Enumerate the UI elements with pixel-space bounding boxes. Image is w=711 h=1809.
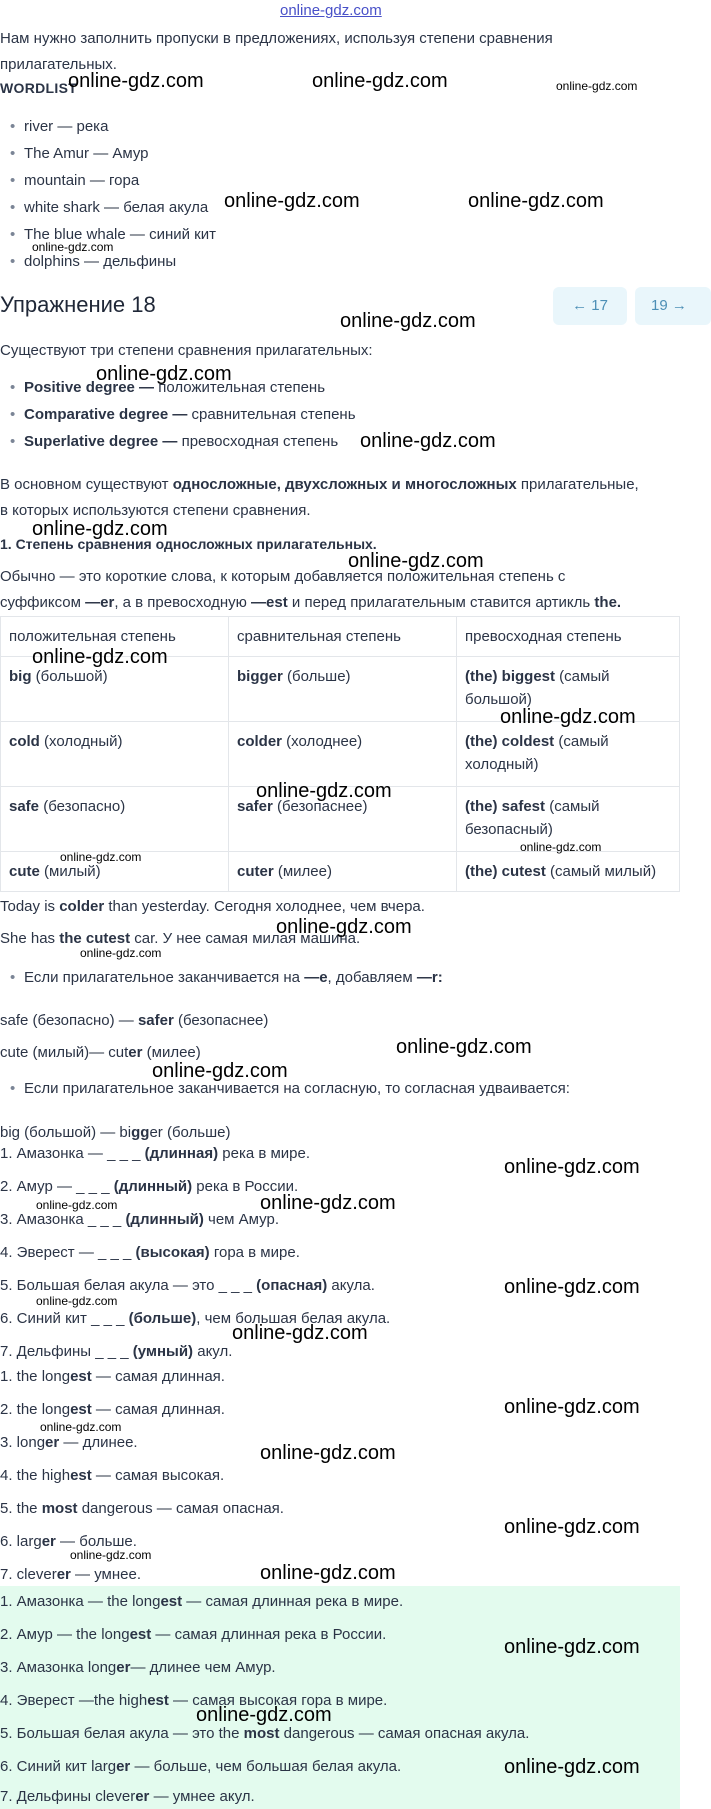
solution-line: 1. the longest — самая длинная. [0,1368,225,1385]
next-exercise-button[interactable]: 19 → [635,287,711,325]
wordlist-item: • mountain — гора [0,167,216,194]
example-word: big (большой) — bigger (больше) [0,1124,231,1141]
table-cell: (the) safest (самый безопасный) [457,787,680,852]
answer-line: 6. Синий кит larger — больше, чем большая белая акула. [0,1758,402,1775]
example-word: cute (милый)— cuter (милее) [0,1044,201,1061]
answer-line: 3. Амазонка longer— длинее чем Амур. [0,1659,276,1676]
wordlist-item: • The blue whale — синий кит [0,221,216,248]
rule-item: • Если прилагательное заканчивается на согласную, то согласная удваивается: [0,1075,570,1102]
watermark: online-gdz.com [504,1156,640,1178]
watermark: online-gdz.com [40,1420,122,1434]
watermark: online-gdz.com [260,1192,396,1214]
watermark: online-gdz.com [468,190,604,212]
watermark: online-gdz.com [68,70,204,92]
watermark: online-gdz.com [396,1036,532,1058]
task-line: 5. Большая белая акула — это _ _ _ (опасная) акула. [0,1277,375,1294]
watermark: online-gdz.com [556,79,638,93]
table-header: превосходная степень [457,617,680,657]
wordlist-title: WORDLIST [0,80,78,96]
watermark: online-gdz.com [504,1636,640,1658]
watermark: online-gdz.com [32,646,168,668]
watermark: online-gdz.com [340,310,476,332]
intro-line-1: Нам нужно заполнить пропуски в предложениях, используя степени сравнения [0,30,553,47]
watermark: online-gdz.com [504,1396,640,1418]
task-line: 6. Синий кит _ _ _ (больше), чем большая белая акула. [0,1310,391,1327]
table-cell: cute (милый) [1,852,229,892]
answer-line: 4. Эверест —the highest — самая высокая гора в мире. [0,1692,388,1709]
table-cell: (the) coldest (самый холодный) [457,722,680,787]
watermark: online-gdz.com [504,1276,640,1298]
task-line: 4. Эверест — _ _ _ (высокая) гора в мире. [0,1244,300,1261]
solution-line: 4. the highest — самая высокая. [0,1467,225,1484]
watermark: online-gdz.com [196,1704,332,1726]
watermark: online-gdz.com [260,1442,396,1464]
solution-line: 7. cleverer — умнее. [0,1566,142,1583]
site-logo-link[interactable]: online-gdz.com [280,2,382,19]
rule-list [0,964,443,991]
table-header: сравнительная степень [229,617,457,657]
watermark: online-gdz.com [224,190,360,212]
table-cell: (the) biggest (самый большой) [457,657,680,722]
table-cell: cuter (милее) [229,852,457,892]
watermark: online-gdz.com [520,840,602,854]
solution-line: 3. longer — длинее. [0,1434,138,1451]
table-cell: bigger (больше) [229,657,457,722]
watermark: online-gdz.com [70,1548,152,1562]
task-line: 2. Амур — _ _ _ (длинный) река в России. [0,1178,299,1195]
watermark: online-gdz.com [276,916,412,938]
exercise-title: Упражнение 18 [0,292,156,317]
watermark: online-gdz.com [232,1322,368,1344]
rule-item: • Если прилагательное заканчивается на —e, добавляем —r: [0,964,443,991]
paragraph-syllables-2: в которых используются степени сравнения. [0,502,311,519]
table-cell: (the) cutest (самый милый) [457,852,680,892]
watermark: online-gdz.com [348,550,484,572]
answer-line: 7. Дельфины cleverer — умнее акул. [0,1788,255,1805]
degree-item: • Positive degree — положительная степень [0,374,356,401]
watermark: online-gdz.com [32,240,114,254]
degrees-list [0,374,356,455]
wordlist-item: • dolphins — дельфины [0,248,216,275]
solution-line: 6. larger — больше. [0,1533,137,1550]
table-cell: big (большой) [1,657,229,722]
table-cell: safer (безопаснее) [229,787,457,852]
watermark: online-gdz.com [312,70,448,92]
answer-line: 2. Амур — the longest — самая длинная река в России. [0,1626,387,1643]
answer-line: 5. Большая белая акула — это the most dangerous — самая опасная акула. [0,1725,530,1742]
answer-line: 1. Амазонка — the longest — самая длинная река в мире. [0,1593,404,1610]
wordlist-item: • river — река [0,113,216,140]
task-line: 1. Амазонка — _ _ _ (длинная) река в мире. [0,1145,311,1162]
watermark: online-gdz.com [96,363,232,385]
task-line: 7. Дельфины _ _ _ (умный) акул. [0,1343,233,1360]
section-heading: 1. Степень сравнения односложных прилагательных. [0,536,377,552]
watermark: online-gdz.com [36,1294,118,1308]
wordlist-item: • white shark — белая акула [0,194,216,221]
example-sentence: Today is colder than yesterday. Сегодня холоднее, чем вчера. [0,898,425,915]
example-word: safe (безопасно) — safer (безопаснее) [0,1012,269,1029]
watermark: online-gdz.com [60,850,142,864]
watermark: online-gdz.com [504,1516,640,1538]
solution-line: 5. the most dangerous — самая опасная. [0,1500,284,1517]
watermark: online-gdz.com [504,1756,640,1778]
watermark: online-gdz.com [32,518,168,540]
watermark: online-gdz.com [80,946,162,960]
paragraph-suffix-2: суффиксом —er, а в превосходную —est и перед прилагательным ставится артикль the. [0,594,622,611]
prev-exercise-button[interactable]: ← 17 [553,287,627,325]
table-cell: safe (безопасно) [1,787,229,852]
wordlist-item: • The Amur — Амур [0,140,216,167]
watermark: online-gdz.com [260,1562,396,1584]
paragraph-suffix: Обычно — это короткие слова, к которым добавляется положительная степень с [0,568,566,585]
watermark: online-gdz.com [360,430,496,452]
degree-item: • Superlative degree — превосходная степень [0,428,356,455]
example-sentence: She has the cutest car. У нее самая милая машина. [0,930,361,947]
table-header: положительная степень [1,617,229,657]
watermark: online-gdz.com [36,1198,118,1212]
solution-line: 2. the longest — самая длинная. [0,1401,225,1418]
watermark: online-gdz.com [256,780,392,802]
watermark: online-gdz.com [500,706,636,728]
watermark: online-gdz.com [152,1060,288,1082]
table-row [1,722,680,787]
degrees-intro: Существуют три степени сравнения прилагательных: [0,342,373,359]
task-line: 3. Амазонка _ _ _ (длинный) чем Амур. [0,1211,279,1228]
degree-item: • Comparative degree — сравнительная степень [0,401,356,428]
paragraph-syllables: В основном существуют односложные, двухсложных и многосложных прилагательные, [0,476,639,493]
intro-line-2: прилагательных. [0,56,117,73]
table-cell: cold (холодный) [1,722,229,787]
table-cell: colder (холоднее) [229,722,457,787]
